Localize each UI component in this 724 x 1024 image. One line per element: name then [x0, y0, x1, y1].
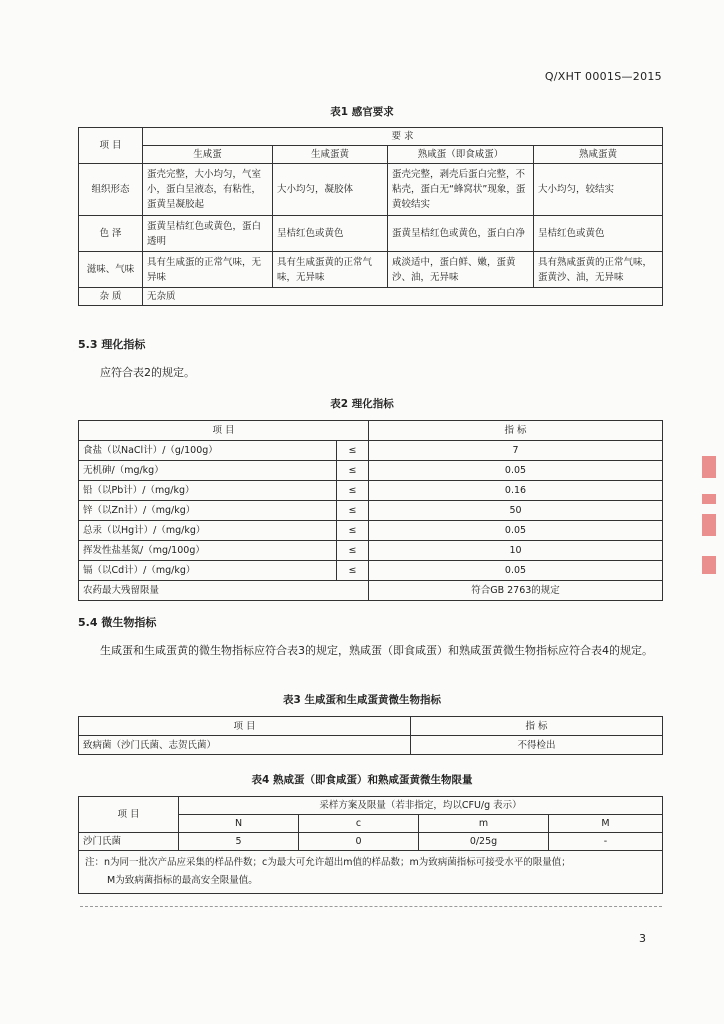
table1-cell: 蛋黄呈桔红色或黄色，蛋白透明: [143, 216, 273, 252]
table4-subheader: c: [299, 815, 419, 833]
table2-item: 锌（以Zn计）/（mg/kg）: [79, 501, 337, 521]
table1-cell: 蛋壳完整，大小均匀，气室小，蛋白呈液态，有粘性，蛋黄呈凝胶起: [143, 164, 273, 216]
table2-value: 10: [369, 541, 663, 561]
table2-value: 7: [369, 441, 663, 461]
section-5-3-text: 应符合表2的规定。: [100, 366, 195, 379]
table2-item: 农药最大残留限量: [79, 581, 369, 601]
table2-item: 食盐（以NaCl计）/（g/100g）: [79, 441, 337, 461]
table1-cell: 无杂质: [143, 288, 663, 306]
table1-row-label: 杂 质: [79, 288, 143, 306]
table1-row-label: 滋味、气味: [79, 252, 143, 288]
table1-row-label: 色 泽: [79, 216, 143, 252]
table1-cell: 蛋黄呈桔红色或黄色，蛋白白净: [388, 216, 534, 252]
table2-value: 0.05: [369, 461, 663, 481]
table2-item: 挥发性盐基氮/（mg/100g）: [79, 541, 337, 561]
document-code: Q/XHT 0001S—2015: [544, 70, 662, 83]
table2-value: 0.16: [369, 481, 663, 501]
table2-operator: ≤: [337, 481, 369, 501]
table1-subheader: 生咸蛋: [143, 146, 273, 164]
table1-caption: 表1 感官要求: [330, 106, 394, 118]
table3-item-header: 项 目: [79, 717, 411, 736]
table2-operator: ≤: [337, 561, 369, 581]
table4-note: [79, 851, 663, 894]
raw-microbial-table: [78, 716, 663, 755]
table1-row-label: 组织形态: [79, 164, 143, 216]
section-5-3-title: 5.3 理化指标: [78, 338, 146, 351]
table3-caption: 表3 生咸蛋和生咸蛋黄微生物指标: [283, 694, 441, 706]
table4-value: 5: [179, 833, 299, 851]
table2-operator: ≤: [337, 541, 369, 561]
table4-group-header: 采样方案及限量（若非指定，均以CFU/g 表示）: [179, 797, 663, 815]
table2-item: 镉（以Cd计）/（mg/kg）: [79, 561, 337, 581]
sensory-requirements-table: [78, 127, 663, 306]
table1-requirements-header: 要 求: [143, 128, 663, 146]
table1-cell: 大小均匀，凝胶体: [273, 164, 388, 216]
cooked-microbial-table: [78, 796, 663, 894]
table2-value: 0.05: [369, 561, 663, 581]
table1-cell: 具有熟咸蛋黄的正常气味，蛋黄沙、油，无异味: [534, 252, 663, 288]
table1-subheader: 熟咸蛋黄: [534, 146, 663, 164]
table4-caption: 表4 熟咸蛋（即食咸蛋）和熟咸蛋黄微生物限量: [251, 774, 473, 786]
table2-operator: ≤: [337, 521, 369, 541]
table4-value: 0: [299, 833, 419, 851]
table4-value: -: [549, 833, 663, 851]
table4-note-line1: 注：n为同一批次产品应采集的样品件数；c为最大可允许超出m值的样品数；m为致病菌指标可接受水平的限量值；: [85, 857, 571, 868]
table1-subheader: 生咸蛋黄: [273, 146, 388, 164]
seal-mark: [702, 456, 716, 478]
table2-value: 符合GB 2763的规定: [369, 581, 663, 601]
seal-mark: [702, 556, 716, 574]
table2-caption: 表2 理化指标: [330, 398, 394, 410]
physicochemical-table: [78, 420, 663, 601]
table3-index-header: 指 标: [411, 717, 663, 736]
table4-subheader: M: [549, 815, 663, 833]
section-5-4-title: 5.4 微生物指标: [78, 616, 157, 629]
table2-item-header: 项 目: [79, 421, 369, 441]
table2-value: 50: [369, 501, 663, 521]
table1-cell: 具有生咸蛋黄的正常气味，无异味: [273, 252, 388, 288]
table2-item: 无机砷/（mg/kg）: [79, 461, 337, 481]
table1-cell: 大小均匀，较结实: [534, 164, 663, 216]
table2-item: 总汞（以Hg计）/（mg/kg）: [79, 521, 337, 541]
table4-note-line2: M为致病菌指标的最高安全限量值。: [107, 875, 258, 886]
table2-operator: ≤: [337, 461, 369, 481]
table1-cell: 呈桔红色或黄色: [273, 216, 388, 252]
table4-subheader: m: [419, 815, 549, 833]
page-number: 3: [639, 932, 646, 945]
table2-operator: ≤: [337, 441, 369, 461]
table3-value: 不得检出: [411, 736, 663, 755]
table1-cell: 蛋壳完整，剥壳后蛋白完整，不粘壳，蛋白无“蜂窝状”现象，蛋黄较结实: [388, 164, 534, 216]
table4-subheader: N: [179, 815, 299, 833]
seal-mark: [702, 494, 716, 504]
table4-value: 0/25g: [419, 833, 549, 851]
table2-index-header: 指 标: [369, 421, 663, 441]
table2-value: 0.05: [369, 521, 663, 541]
seal-mark: [702, 514, 716, 536]
table1-subheader: 熟咸蛋（即食咸蛋）: [388, 146, 534, 164]
table3-item: 致病菌（沙门氏菌、志贺氏菌）: [79, 736, 411, 755]
table4-item: 沙门氏菌: [79, 833, 179, 851]
table1-cell: 呈桔红色或黄色: [534, 216, 663, 252]
section-5-4-text: 生咸蛋和生咸蛋黄的微生物指标应符合表3的规定，熟咸蛋（即食咸蛋）和熟咸蛋黄微生物指标应符合表4的规定。: [100, 644, 653, 657]
table1-item-header: 项 目: [79, 128, 143, 164]
table1-cell: 咸淡适中，蛋白鲜、嫩，蛋黄沙、油，无异味: [388, 252, 534, 288]
table4-item-header: 项 目: [79, 797, 179, 833]
table1-cell: 具有生咸蛋的正常气味，无异味: [143, 252, 273, 288]
table2-item: 铅（以Pb计）/（mg/kg）: [79, 481, 337, 501]
table2-operator: ≤: [337, 501, 369, 521]
page-divider: [80, 906, 662, 907]
